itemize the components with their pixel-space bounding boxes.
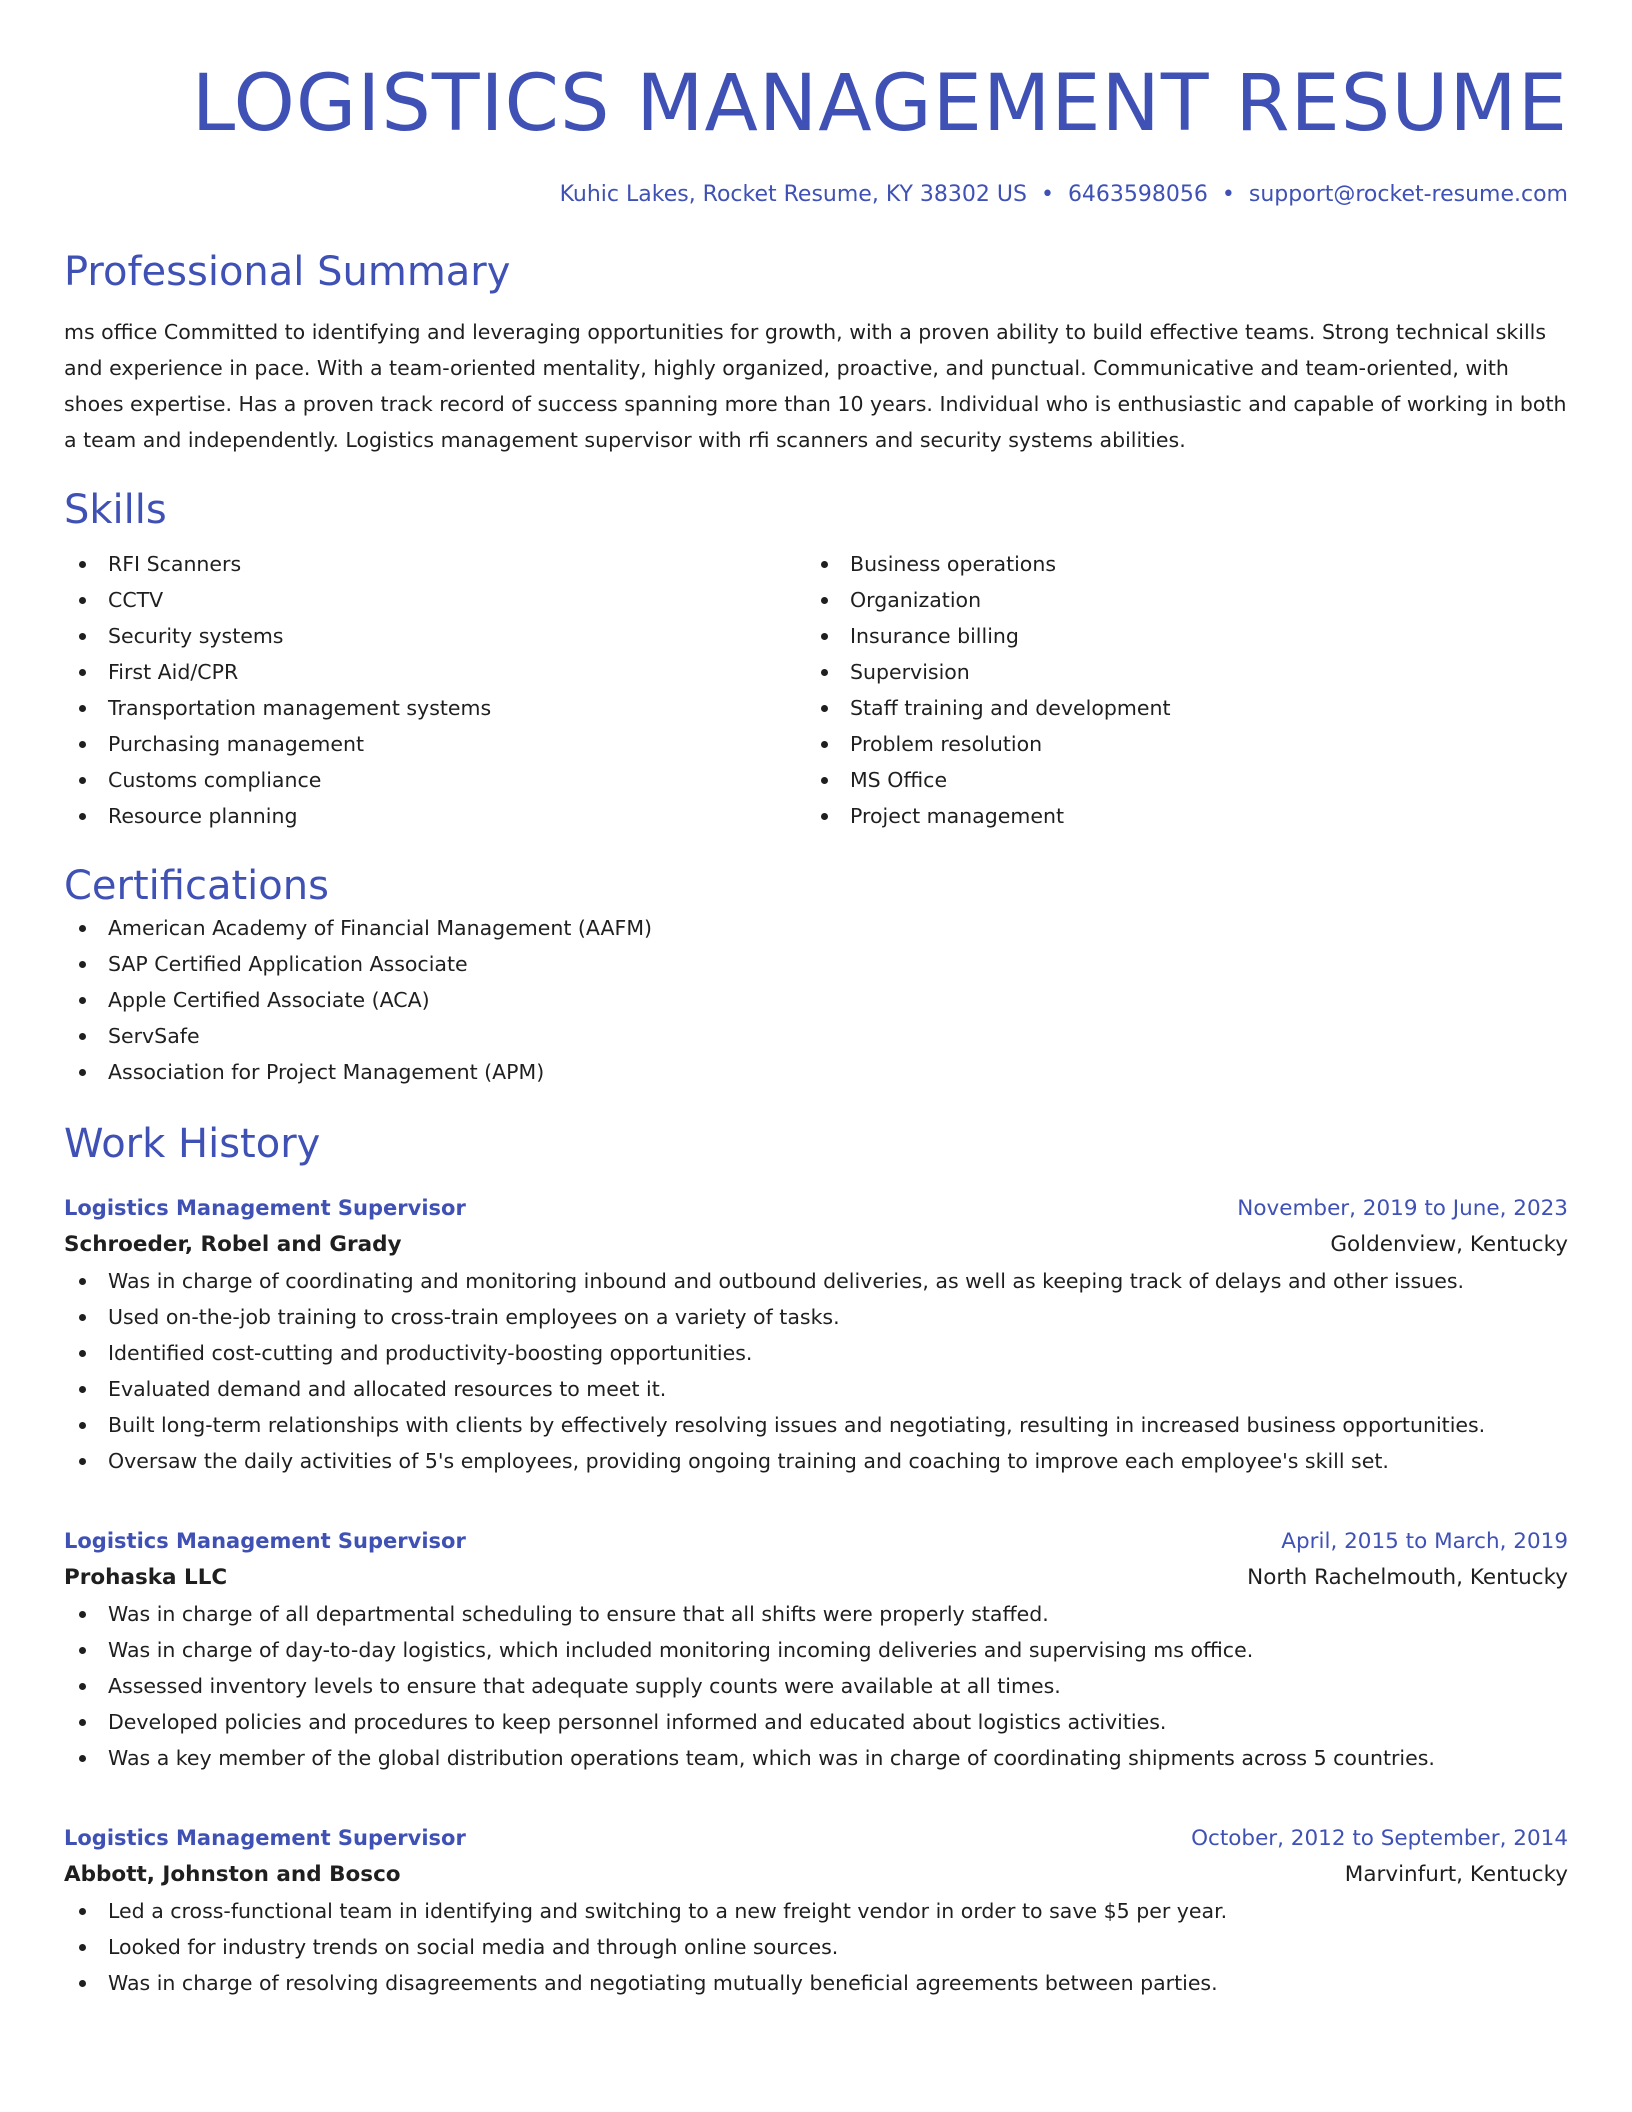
section-heading-work-history: Work History [64, 1121, 321, 1167]
contact-separator: • [1221, 182, 1235, 207]
skills-list-left [64, 546, 806, 834]
contact-separator: • [1040, 182, 1054, 207]
job-header-row [64, 1523, 1568, 1560]
job-employer-row [64, 1560, 1568, 1596]
job-header-row [64, 1820, 1568, 1857]
skill-item: CCTV [64, 582, 806, 618]
certification-item: American Academy of Financial Management (AAFM) [64, 910, 1568, 946]
skill-item: Problem resolution [806, 726, 1548, 762]
certifications-list [64, 910, 1568, 1090]
skill-item: Security systems [64, 618, 806, 654]
skills-list-right [806, 546, 1548, 834]
job-duty-item: Used on-the-job training to cross-train employees on a variety of tasks. [64, 1299, 1568, 1335]
section-heading-skills: Skills [64, 487, 167, 533]
skill-item: Organization [806, 582, 1548, 618]
certification-item: SAP Certified Application Associate [64, 946, 1568, 982]
skill-item: Insurance billing [806, 618, 1548, 654]
job-location: Goldenview, Kentucky [1330, 1232, 1568, 1257]
skill-item: Supervision [806, 654, 1548, 690]
job-location: North Rachelmouth, Kentucky [1247, 1565, 1568, 1590]
skills-grid [64, 546, 1568, 834]
job-company: Schroeder, Robel and Grady [64, 1232, 402, 1257]
job-company: Abbott, Johnston and Bosco [64, 1862, 401, 1887]
job-employer-row [64, 1857, 1568, 1893]
job-duty-item: Developed policies and procedures to keep personnel informed and educated about logistics activities. [64, 1704, 1568, 1740]
contact-line [64, 180, 1568, 210]
skill-item: Staff training and development [806, 690, 1548, 726]
job-duties-list [64, 1263, 1568, 1479]
skill-item: Purchasing management [64, 726, 806, 762]
job-dates: November, 2019 to June, 2023 [1237, 1196, 1568, 1221]
skills-column-right [806, 546, 1548, 834]
job-dates: April, 2015 to March, 2019 [1281, 1529, 1568, 1554]
summary-text: ms office Committed to identifying and leveraging opportunities for growth, with a proven ability to build effective teams. Strong technical skills and experience in pace. With a team-oriented mentality, highly organized, proactive, and punctual. Communicative and team-oriented, with shoes expertise. Has a proven track record of success spanning more than 10 years. Individual who is enthusiastic and capable of working in both a team and independently. Logistics management supervisor with rfi scanners and security systems abilities. [64, 320, 1567, 452]
job-duty-item: Was in charge of all departmental scheduling to ensure that all shifts were properly staffed. [64, 1596, 1568, 1632]
skill-item: MS Office [806, 762, 1548, 798]
skill-item: Resource planning [64, 798, 806, 834]
contact-phone: 6463598056 [1067, 182, 1208, 207]
resume-title: LOGISTICS MANAGEMENT RESUME [191, 59, 1568, 149]
certification-item: Apple Certified Associate (ACA) [64, 982, 1568, 1018]
certification-item: ServSafe [64, 1018, 1568, 1054]
job-duty-item: Was a key member of the global distribution operations team, which was in charge of coordinating shipments across 5 countries. [64, 1740, 1568, 1776]
contact-email: support@rocket-resume.com [1248, 182, 1568, 207]
skill-item: First Aid/CPR [64, 654, 806, 690]
job-employer-row [64, 1227, 1568, 1263]
certification-item: Association for Project Management (APM) [64, 1054, 1568, 1090]
job-duty-item: Looked for industry trends on social media and through online sources. [64, 1929, 1568, 1965]
job-duty-item: Identified cost-cutting and productivity-boosting opportunities. [64, 1335, 1568, 1371]
section-heading-summary: Professional Summary [64, 249, 511, 295]
job-entry [64, 1523, 1568, 1776]
job-dates: October, 2012 to September, 2014 [1191, 1826, 1568, 1851]
job-title: Logistics Management Supervisor [64, 1529, 466, 1553]
job-title: Logistics Management Supervisor [64, 1826, 466, 1850]
skills-column-left [64, 546, 806, 834]
skill-item: Transportation management systems [64, 690, 806, 726]
job-duty-item: Evaluated demand and allocated resources to meet it. [64, 1371, 1568, 1407]
job-duties-list [64, 1893, 1568, 2001]
skill-item: Customs compliance [64, 762, 806, 798]
section-heading-certifications: Certifications [64, 863, 329, 909]
job-duty-item: Built long-term relationships with clients by effectively resolving issues and negotiating, resulting in increased business opportunities. [64, 1407, 1568, 1443]
skill-item: Project management [806, 798, 1548, 834]
job-location: Marvinfurt, Kentucky [1344, 1862, 1568, 1887]
job-duties-list [64, 1596, 1568, 1776]
job-entry [64, 1820, 1568, 2001]
resume-page [64, 0, 1568, 2001]
skill-item: Business operations [806, 546, 1548, 582]
job-title: Logistics Management Supervisor [64, 1196, 466, 1220]
job-duty-item: Was in charge of day-to-day logistics, which included monitoring incoming deliveries and supervising ms office. [64, 1632, 1568, 1668]
job-header-row [64, 1190, 1568, 1227]
job-entry [64, 1190, 1568, 1479]
job-duty-item: Was in charge of resolving disagreements and negotiating mutually beneficial agreements between parties. [64, 1965, 1568, 2001]
job-duty-item: Oversaw the daily activities of 5's employees, providing ongoing training and coaching to improve each employee's skill set. [64, 1443, 1568, 1479]
job-duty-item: Was in charge of coordinating and monitoring inbound and outbound deliveries, as well as keeping track of delays and other issues. [64, 1263, 1568, 1299]
skill-item: RFI Scanners [64, 546, 806, 582]
contact-address: Kuhic Lakes, Rocket Resume, KY 38302 US [559, 182, 1027, 207]
job-duty-item: Assessed inventory levels to ensure that adequate supply counts were available at all times. [64, 1668, 1568, 1704]
job-duty-item: Led a cross-functional team in identifying and switching to a new freight vendor in order to save $5 per year. [64, 1893, 1568, 1929]
job-company: Prohaska LLC [64, 1565, 228, 1590]
